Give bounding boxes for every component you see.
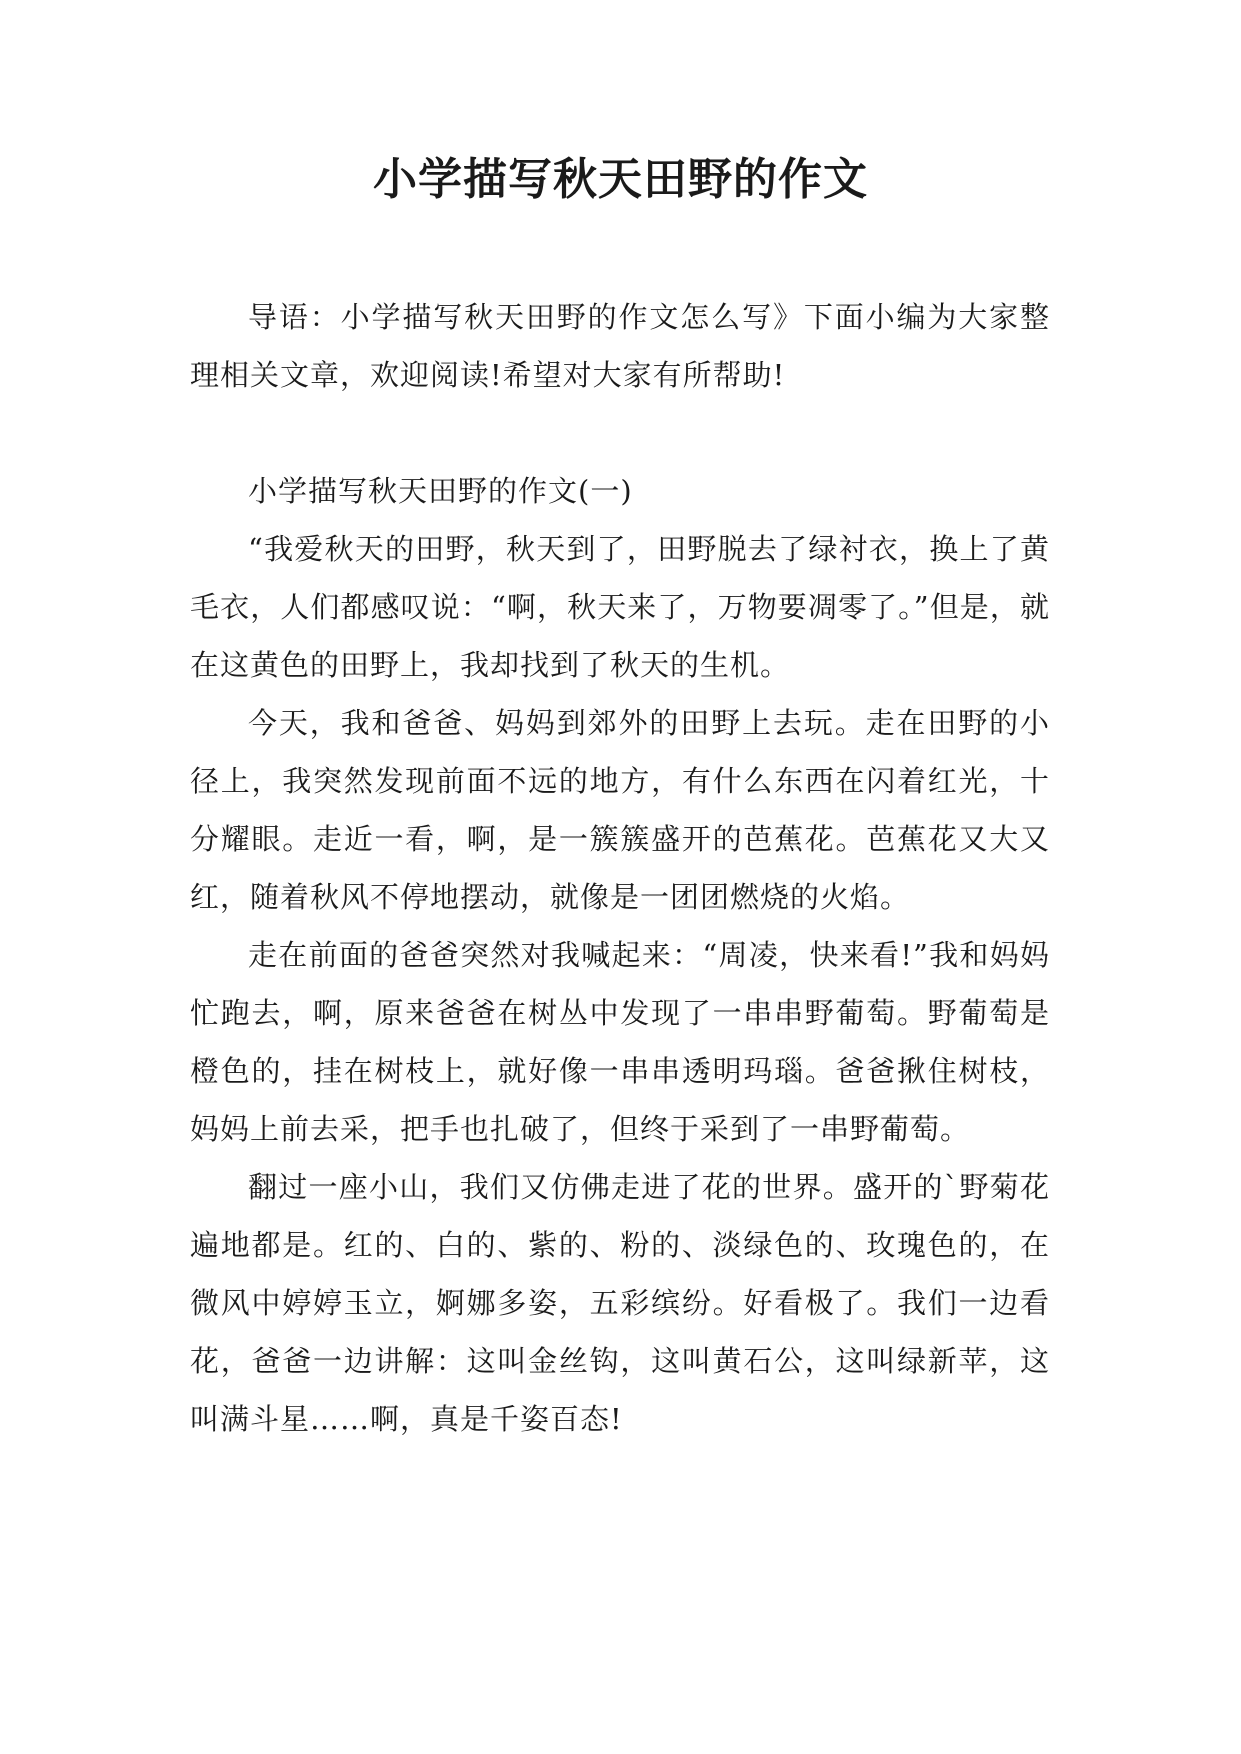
- body-paragraph-4: 翻过一座小山，我们又仿佛走进了花的世界。盛开的`野菊花遍地都是。红的、白的、紫的、粉的、淡绿色的、玫瑰色的，在微风中婷婷玉立，婀娜多姿，五彩缤纷。好看极了。我们一边看花，爸爸一边讲解：这叫金丝钩，这叫黄石公，这叫绿新苹，这叫满斗星……啊，真是千姿百态!: [190, 1170, 1050, 1436]
- body-paragraph-1: “我爱秋天的田野，秋天到了，田野脱去了绿衬衣，换上了黄毛衣，人们都感叹说：“啊，秋天来了，万物要凋零了。”但是，就在这黄色的田野上，我却找到了秋天的生机。: [190, 532, 1050, 682]
- document-title: 小学描写秋天田野的作文: [373, 154, 868, 205]
- body-paragraph-2: 今天，我和爸爸、妈妈到郊外的田野上去玩。走在田野的小径上，我突然发现前面不远的地方，有什么东西在闪着红光，十分耀眼。走近一看，啊，是一簇簇盛开的芭蕉花。芭蕉花又大又红，随着秋风不停地摆动，就像是一团团燃烧的火焰。: [190, 706, 1050, 914]
- section-heading: 小学描写秋天田野的作文(一): [248, 474, 633, 508]
- body-paragraph-3: 走在前面的爸爸突然对我喊起来：“周凌，快来看!”我和妈妈忙跑去，啊，原来爸爸在树丛中发现了一串串野葡萄。野葡萄是橙色的，挂在树枝上，就好像一串串透明玛瑙。爸爸揪住树枝，妈妈上前去采，把手也扎破了，但终于采到了一串野葡萄。: [190, 938, 1050, 1146]
- document-body: [190, 288, 1050, 1448]
- intro-paragraph: 导语：小学描写秋天田野的作文怎么写》下面小编为大家整理相关文章，欢迎阅读!希望对大家有所帮助!: [190, 300, 1050, 392]
